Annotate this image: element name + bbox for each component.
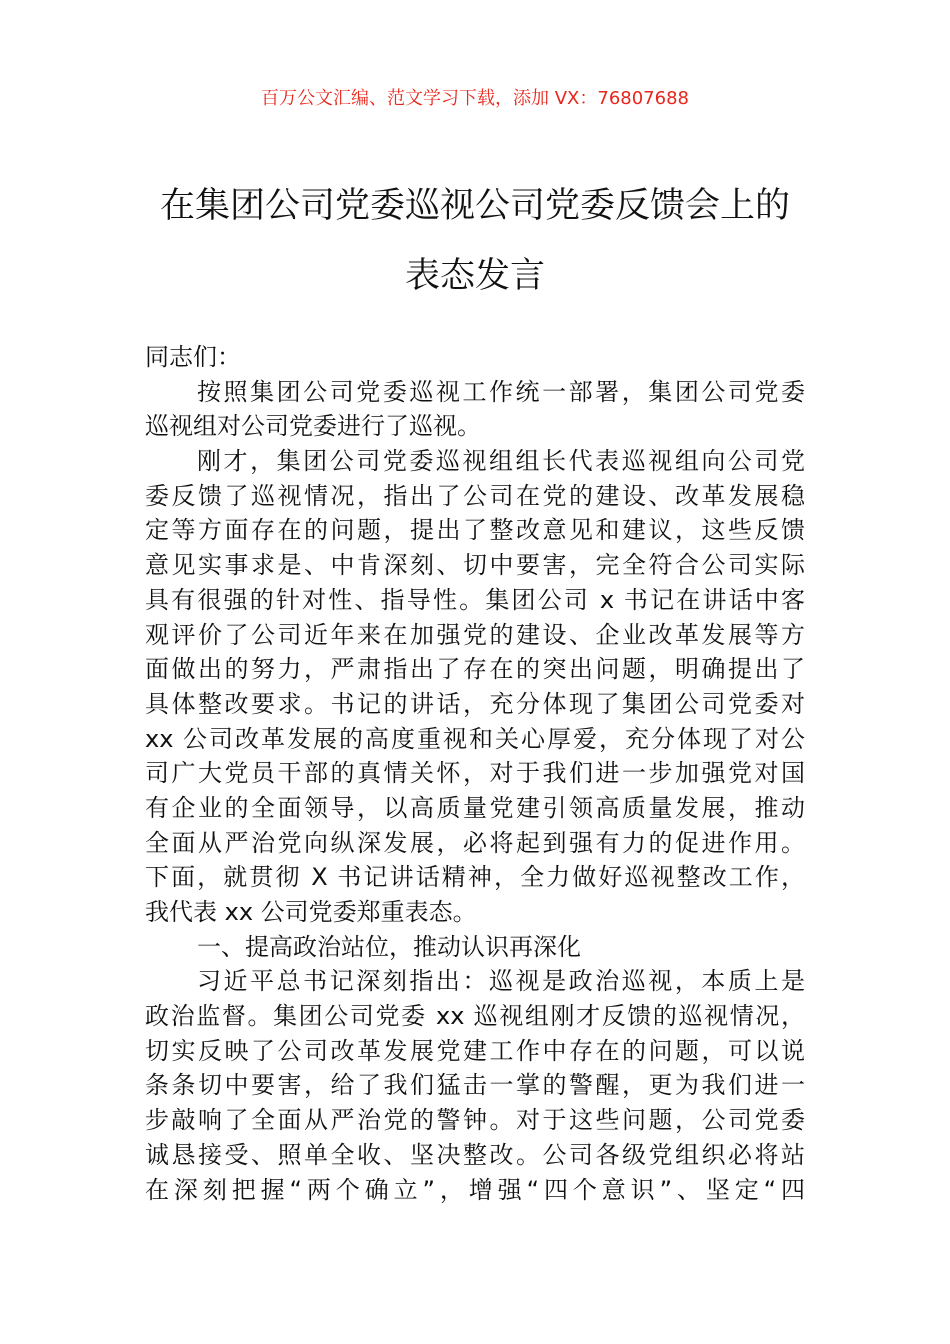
text-line: 具有很强的针对性、指导性。集团公司 x 书记在讲话中客 (145, 585, 805, 614)
text-line: 在深刻把握“两个确立”，增强“四个意识”、坚定“四 (145, 1175, 805, 1204)
text-line: 习近平总书记深刻指出：巡视是政治巡视，本质上是 (197, 967, 805, 996)
text-line: 有企业的全面领导，以高质量党建引领高质量发展，推动 (145, 793, 805, 822)
text-line: 按照集团公司党委巡视工作统一部署，集团公司党委 (197, 377, 805, 406)
text-line: 定等方面存在的问题，提出了整改意见和建议，这些反馈 (145, 516, 805, 545)
text-line: 刚才，集团公司党委巡视组组长代表巡视组向公司党 (197, 447, 805, 476)
text-line: 我代表 xx 公司党委郑重表态。 (145, 898, 477, 926)
text-line: 委反馈了巡视情况，指出了公司在党的建设、改革发展稳 (145, 481, 805, 510)
document-title-line-1: 在集团公司党委巡视公司党委反馈会上的 (159, 186, 790, 226)
text-line: 巡视组对公司党委进行了巡视。 (145, 412, 481, 441)
text-line: 切实反映了公司改革发展党建工作中存在的问题，可以说 (145, 1036, 805, 1065)
watermark-header: 百万公文汇编、范文学习下载，添加 VX：76807688 (261, 88, 689, 109)
text-line: 政治监督。集团公司党委 xx 巡视组刚才反馈的巡视情况， (145, 1002, 805, 1031)
text-line: 同志们： (145, 343, 241, 371)
document-body (145, 340, 805, 1207)
text-line: 诚恳接受、照单全收、坚决整改。公司各级党组织必将站 (145, 1140, 805, 1169)
text-line: 步敲响了全面从严治党的警钟。对于这些问题，公司党委 (145, 1106, 805, 1135)
text-line: 观评价了公司近年来在加强党的建设、企业改革发展等方 (145, 620, 805, 649)
text-line: 意见实事求是、中肯深刻、切中要害，完全符合公司实际 (145, 551, 805, 580)
text-line: 司广大党员干部的真情关怀，对于我们进一步加强党对国 (145, 759, 805, 788)
text-line: 条条切中要害，给了我们猛击一掌的警醒，更为我们进一 (145, 1071, 805, 1100)
text-line: 一、提高政治站位，推动认识再深化 (197, 932, 581, 961)
text-line: 具体整改要求。书记的讲话，充分体现了集团公司党委对 (145, 689, 805, 718)
text-line: 全面从严治党向纵深发展，必将起到强有力的促进作用。 (145, 828, 805, 857)
text-line: 面做出的努力，严肃指出了存在的突出问题，明确提出了 (145, 655, 805, 684)
text-line: 下面，就贯彻 X 书记讲话精神，全力做好巡视整改工作， (145, 863, 805, 892)
document-title-line-2: 表态发言 (404, 256, 545, 296)
text-line: xx 公司改革发展的高度重视和关心厚爱，充分体现了对公 (145, 724, 805, 753)
